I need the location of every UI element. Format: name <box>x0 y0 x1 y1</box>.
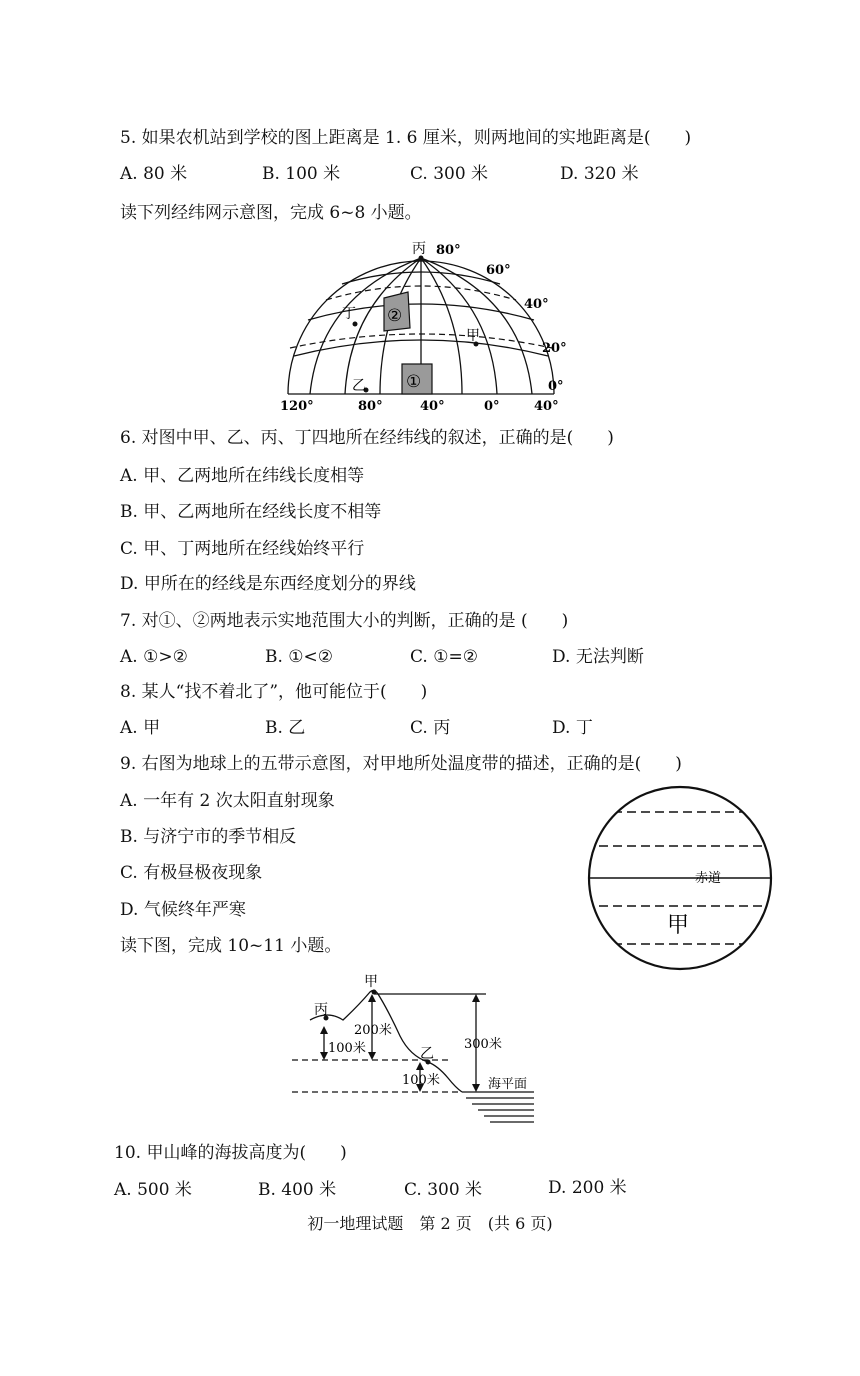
question-5-option-d: D. 320 米 <box>560 164 639 184</box>
question-5-option-a: A. 80 米 <box>120 164 188 184</box>
label-lon120: 120° <box>280 399 314 414</box>
label-lat40: 40° <box>524 297 549 312</box>
question-5-option-b: B. 100 米 <box>262 164 341 184</box>
question-8-option-d: D. 丁 <box>552 718 593 738</box>
question-8-option-a: A. 甲 <box>120 718 161 738</box>
question-7-option-c: C. ①=② <box>410 647 478 667</box>
label-300m: 300米 <box>464 1037 502 1052</box>
label-jia: 甲 <box>466 328 480 344</box>
label-yi: 乙 <box>352 378 366 394</box>
label-lat60: 60° <box>486 263 511 278</box>
label-lat0: 0° <box>548 379 564 394</box>
question-9-option-c: C. 有极昼极夜现象 <box>120 863 263 883</box>
label-ding: 丁 <box>342 306 356 322</box>
label-lon80: 80° <box>358 399 383 414</box>
question-8-option-c: C. 丙 <box>410 718 451 738</box>
label-bing: 丙 <box>412 241 426 257</box>
zone-jia-label: 甲 <box>667 913 690 938</box>
label-yi: 乙 <box>420 1046 434 1062</box>
label-lon40-west: 40° <box>420 399 445 414</box>
question-9-option-b: B. 与济宁市的季节相反 <box>120 827 297 847</box>
label-100m-left: 100米 <box>328 1041 366 1056</box>
question-6-option-d: D. 甲所在的经线是东西经度划分的界线 <box>120 574 416 594</box>
question-10-option-d: D. 200 米 <box>548 1178 627 1198</box>
question-7-option-b: B. ①<② <box>265 647 334 667</box>
label-lon40-east: 40° <box>534 399 559 414</box>
question-5-stem: 5. 如果农机站到学校的图上距离是 1. 6 厘米，则两地间的实地距离是( ) <box>120 128 692 148</box>
page-footer: 初一地理试题 第 2 页 (共 6 页) <box>307 1214 553 1233</box>
question-5-option-c: C. 300 米 <box>410 164 489 184</box>
question-10-option-b: B. 400 米 <box>258 1180 337 1200</box>
question-8-option-b: B. 乙 <box>265 718 306 738</box>
question-10-option-a: A. 500 米 <box>114 1180 192 1200</box>
question-9-stem: 9. 右图为地球上的五带示意图，对甲地所处温度带的描述，正确的是( ) <box>120 754 682 774</box>
label-lat20: 20° <box>542 341 567 356</box>
instruction-6-8: 读下列经纬网示意图，完成 6~8 小题。 <box>120 203 422 223</box>
question-6-option-a: A. 甲、乙两地所在纬线长度相等 <box>120 466 365 486</box>
question-9-option-a: A. 一年有 2 次太阳直射现象 <box>120 791 335 811</box>
graticule-figure <box>280 236 580 414</box>
question-9-option-d: D. 气候终年严寒 <box>120 900 246 920</box>
label-jia: 甲 <box>364 974 378 990</box>
terrain-profile-figure <box>288 970 540 1130</box>
label-100m-right: 100米 <box>402 1073 440 1088</box>
label-region2: ② <box>387 306 403 326</box>
question-6-option-c: C. 甲、丁两地所在经线始终平行 <box>120 539 365 559</box>
label-lon0: 0° <box>484 399 500 414</box>
question-10-stem: 10. 甲山峰的海拔高度为( ) <box>114 1143 347 1163</box>
question-6-option-b: B. 甲、乙两地所在经线长度不相等 <box>120 502 382 522</box>
five-zones-figure <box>585 780 775 976</box>
question-7-stem: 7. 对①、②两地表示实地范围大小的判断，正确的是 ( ) <box>120 611 569 631</box>
equator-label: 赤道 <box>695 871 722 886</box>
question-7-option-d: D. 无法判断 <box>552 647 644 667</box>
question-8-stem: 8. 某人“找不着北了”，他可能位于( ) <box>120 682 428 702</box>
question-10-option-c: C. 300 米 <box>404 1180 483 1200</box>
label-region1: ① <box>406 372 422 392</box>
instruction-10-11: 读下图，完成 10~11 小题。 <box>120 936 342 956</box>
label-lat80: 80° <box>436 243 461 258</box>
question-7-option-a: A. ①>② <box>120 647 188 667</box>
question-6-stem: 6. 对图中甲、乙、丙、丁四地所在经纬线的叙述，正确的是( ) <box>120 428 614 448</box>
label-200m: 200米 <box>354 1023 392 1038</box>
label-bing: 丙 <box>314 1002 328 1018</box>
label-sea-level: 海平面 <box>488 1077 528 1092</box>
